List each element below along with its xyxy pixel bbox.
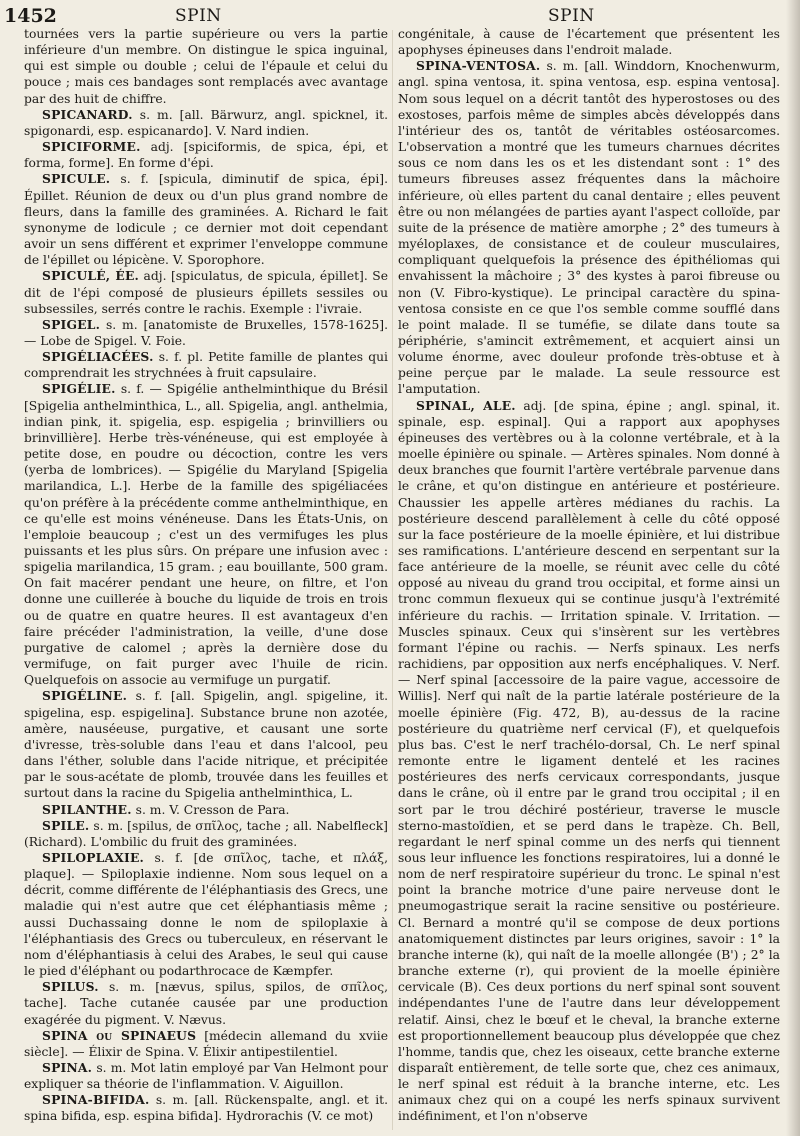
- entry: [24, 979, 388, 1027]
- page-edge-shadow: [786, 0, 800, 1136]
- right-column: [398, 26, 780, 1134]
- entry-headword: SPINAL, ALE.: [416, 397, 516, 413]
- entry: [398, 58, 780, 397]
- left-column: [24, 26, 388, 1134]
- entry: [24, 139, 388, 171]
- column-divider: [392, 30, 393, 1130]
- entry-body: s. m. [all. Bärwurz, angl. spicknel, it. spigonardi, esp. espicanardo]. V. Nard indien.: [24, 107, 388, 138]
- entry-headword: SPINA-VENTOSA.: [416, 58, 541, 74]
- entry-body: adj. [spiciformis, de spica, épi, et forma, forme]. En forme d'épi.: [24, 140, 388, 171]
- entry-body: s. m. Mot latin employé par Van Helmont pour expliquer sa théorie de l'inflammation. V. Aiguillon.: [24, 1061, 388, 1092]
- entry-body: s. f. [spicula, diminutif de spica, épi]. Épillet. Réunion de deux ou d'un plus grand nombre de fleurs, dans la famille des graminées. A. Richard le fait synonyme de lodicule ; ce dernier mot doit cependant avoir un sens différent et exprimer l'enveloppe commune de l'épillet ou lépicène. V. Sporophore.: [24, 172, 388, 268]
- entry-headword: SPICANARD.: [42, 106, 133, 122]
- entry: [24, 688, 388, 801]
- entry-headword: SPILE.: [42, 817, 90, 833]
- entry-headword: SPILOPLAXIE.: [42, 849, 145, 865]
- entry-body: s. f. [de σπῖλος, tache, et πλάξ, plaque]. — Spiloplaxie indienne. Nom sous lequel on a décrit, comme différente de l'éléphantiasis des Grecs, une maladie qui n'est autre que cet éléphantiasis même ; aussi Duchassaing donne le nom de spiloplaxie à l'éléphantiasis des Grecs ou tuberculeux, en réservant le nom d'éléphantiasis à celui des Arabes, le seul qui cause le pied d'éléphant ou podarthrocace de Kæmpfer.: [24, 850, 388, 979]
- entry-body: adj. [de spina, épine ; angl. spinal, it. spinale, esp. espinal]. Qui a rapport aux apophyses épineuses des vertèbres ou à la colonne vertébrale, et à la moelle épinière ou spinale. — Artères spinales. Nom donné à deux branches que fournit l'artère vertébrale parvenue dans le crâne, et qu'on distingue en antérieure et postérieure. Chaussier les appelle artères médianes du rachis. La postérieure descend parallèlement à celle du côté opposé sur la face postérieure de la moelle épinière, et lui distribue ses ramifications. L'antérieure descend en serpentant sur la face antérieure de la moelle, se réunit avec celle du côté opposé au niveau du grand trou occipital, et forme ainsi un tronc commun flexueux qui se continue jusqu'à l'extrémité inférieure du rachis. — Irritation spinale. V. Irritation. — Muscles spinaux. Ceux qui s'insèrent sur les vertèbres formant l'épine ou rachis. — Nerfs spinaux. Les nerfs rachidiens, par opposition aux nerfs encéphaliques. V. Nerf. — Nerf spinal [accessoire de la paire vague, accessoire de Willis]. Nerf qui naît de la partie latérale postérieure de la moelle épinière (Fig. 472, B), au-dessus de la racine postérieure du quatrième nerf cervical (F), et quelquefois plus bas. C'est le nerf trachélo-dorsal, Ch. Le nerf spinal remonte entre le ligament dentelé et les racines postérieures des nerfs cervicaux correspondants, jusque dans le crâne, où il entre par le grand trou occipital ; il en sort par le trou déchiré postérieur, traverse le muscle sterno-mastoïdien, et se perd dans le trapèze. Ch. Bell, regardant le nerf spinal comme un des nerfs qui tiennent sous leur influence les fonctions respiratoires, lui a donné le nom de nerf respiratoire supérieur du tronc. Le spinal n'est point la branche motrice d'une paire nerveuse dont le pneumogastrique serait la racine sensitive ou postérieure. Cl. Bernard a montré qu'il se compose de deux portions anatomiquement distinctes par leurs origines, savoir : 1° la branche interne (k), qui naît de la moelle allongée (B') ; 2° la branche externe (r), qui provient de la moelle épinière cervicale (B). Ces deux portions du nerf spinal sont souvent indépendantes l'une de l'autre dans leur développement relatif. Ainsi, chez le bœuf et le cheval, la branche externe est proportionnellement beaucoup plus développée que chez l'homme, tandis que, chez les oiseaux, cette branche externe disparaît entièrement, de telle sorte que, chez ces animaux, le nerf spinal est réduit à la branche interne, etc. Les animaux chez qui on a coupé les nerfs spinaux survivent indéfiniment, et l'on n'observe: [398, 398, 780, 1124]
- entry-headword: SPINA ou SPINAEUS: [42, 1027, 197, 1043]
- entry-headword: SPICIFORME.: [42, 139, 141, 155]
- entry-headword: SPILANTHE.: [42, 801, 132, 817]
- entry: [24, 317, 388, 349]
- running-head-right: SPIN: [548, 6, 595, 26]
- entry-body: s. m. [all. Winddorn, Knochenwurm, angl. spina ventosa, it. spina ventosa, esp. espina ventosa]. Nom sous lequel on a décrit tantôt des hyperostoses ou des exostoses, parfois même de simples abcès développés dans l'intérieur des os, tantôt de véritables ostéosarcomes. L'observation a montré que les tumeurs charnues décrites sous ce nom dans les os et les distendant sont : 1° des tumeurs fibreuses assez fréquentes dans la mâchoire inférieure, où elles partent du canal dentaire ; elles peuvent être ou non mélangées de parties ayant l'aspect colloïde, par suite de la présence de matière amorphe ; 2° des tumeurs à myéloplaxes, de consistance et de couleur musculaires, compliquant quelquefois la présence des épithéliomas qui envahissent la mâchoire ; 3° des kystes à paroi fibreuse ou non (V. Fibro-kystique). Le principal caractère du spina-ventosa consiste en ce que l'os semble comme soufflé dans le point malade. Il se tuméfie, se dilate dans toute sa périphérie, s'amincit extrêmement, et acquiert ainsi un volume énorme, avec douleur profonde très-obtuse et à peine perçue par le malade. La seule ressource est l'amputation.: [398, 59, 780, 397]
- entry-headword: SPINA-BIFIDA.: [42, 1092, 150, 1108]
- entry: [24, 1092, 388, 1124]
- page-number: 1452: [4, 5, 57, 27]
- entry: [24, 171, 388, 268]
- entry: [24, 1028, 388, 1060]
- entry: [24, 268, 388, 316]
- entry: [398, 398, 780, 1125]
- entry-body: s. m. [all. Rückenspalte, angl. et it. spina bifida, esp. espina bifida]. Hydrorachis (V. ce mot): [24, 1093, 388, 1124]
- entry-body: s. f. pl. Petite famille de plantes qui comprendrait les strychnées à fruit capsulaire.: [24, 350, 388, 381]
- entry: [24, 107, 388, 139]
- entry-headword: SPIGÉLIACÉES.: [42, 349, 154, 365]
- entry-headword: SPICULÉ, ÉE.: [42, 268, 140, 284]
- entry-headword: SPIGEL.: [42, 316, 101, 332]
- entry-body: adj. [spiculatus, de spicula, épillet]. Se dit de l'épi composé de plusieurs épillets sessiles ou subsessiles, serrés contre le rachis. Exemple : l'ivraie.: [24, 269, 388, 316]
- entry-body: s. f. — Spigélie anthelminthique du Brésil [Spigelia anthelminthica, L., all. Spigelia, angl. anthelmia, indian pink, it. spigelia, esp. espigelia ; brinvilliers ou brinvillière]. Herbe très-vénéneuse, qui est employée à petite dose, en poudre ou décoction, contre les vers (yerba de lombrices). — Spigélie du Maryland [Spigelia marilandica, L.]. Herbe de la famille des spigéliacées qu'on préfère à la précédente comme anthelminthique, en ce qu'elle est moins vénéneuse. Dans les États-Unis, on l'emploie beaucoup ; c'est un des vermifuges les plus puissants et les plus sûrs. On prépare une infusion avec : spigelia marilandica, 15 gram. ; eau bouillante, 500 gram. On fait macérer pendant une heure, on filtre, et l'on donne une cuillerée à bouche du liquide de trois en trois ou de quatre en quatre heures. Il est avantageux d'en faire précéder l'administration, la veille, d'une dose purgative de calomel ; après la dernière dose du vermifuge, on fait purger avec l'huile de ricin. Quelquefois on associe au vermifuge un purgatif.: [24, 382, 388, 688]
- entry: [24, 1060, 388, 1092]
- entry: [24, 850, 388, 979]
- continuation-text: congénitale, à cause de l'écartement que présentent les apophyses épineuses dans l'endroit malade.: [398, 27, 780, 58]
- entry-headword: SPINA.: [42, 1060, 93, 1075]
- entry-body: s. m. [spilus, de σπῖλος, tache ; all. Nabelfleck] (Richard). L'ombilic du fruit des graminées.: [24, 818, 388, 849]
- entry: [24, 818, 388, 850]
- entry-body: s. m. [nævus, spilus, spilos, de σπῖλος, tache]. Tache cutanée causée par une production exagérée du pigment. V. Nævus.: [24, 980, 388, 1027]
- entry-body: s. m. V. Cresson de Para.: [135, 802, 290, 817]
- entry: [24, 802, 388, 818]
- entry-body: s. f. [all. Spigelin, angl. spigeline, it. spigelina, esp. espigelina]. Substance brune non azotée, amère, nauséeuse, purgative, et causant une sorte d'ivresse, très-soluble dans l'eau et dans l'alcool, peu dans l'éther, soluble dans l'acide nitrique, et précipitée par le sous-acétate de plomb, trouvée dans les feuilles et surtout dans la racine du Spigelia anthelminthica, L.: [24, 689, 388, 801]
- entry-headword: SPILUS.: [42, 979, 99, 995]
- entry-headword: SPIGÉLINE.: [42, 688, 128, 704]
- continuation-text: tournées vers la partie supérieure ou vers la partie inférieure d'un membre. On distingue le spica inguinal, qui est simple ou double ; celui de l'épaule et celui du pouce ; mais ces bandages sont remplacés avec avantage par des huit de chiffre.: [24, 27, 388, 106]
- entry: [24, 349, 388, 381]
- entry-body: [médecin allemand du xviie siècle]. — Élixir de Spina. V. Élixir antipestilentiel.: [24, 1028, 388, 1059]
- entry-headword: SPIGÉLIE.: [42, 381, 116, 397]
- running-head-left: SPIN: [175, 6, 222, 26]
- entry-headword: SPICULE.: [42, 171, 111, 187]
- entry-body: s. m. [anatomiste de Bruxelles, 1578-1625]. — Lobe de Spigel. V. Foie.: [24, 317, 388, 348]
- entry: [24, 381, 388, 688]
